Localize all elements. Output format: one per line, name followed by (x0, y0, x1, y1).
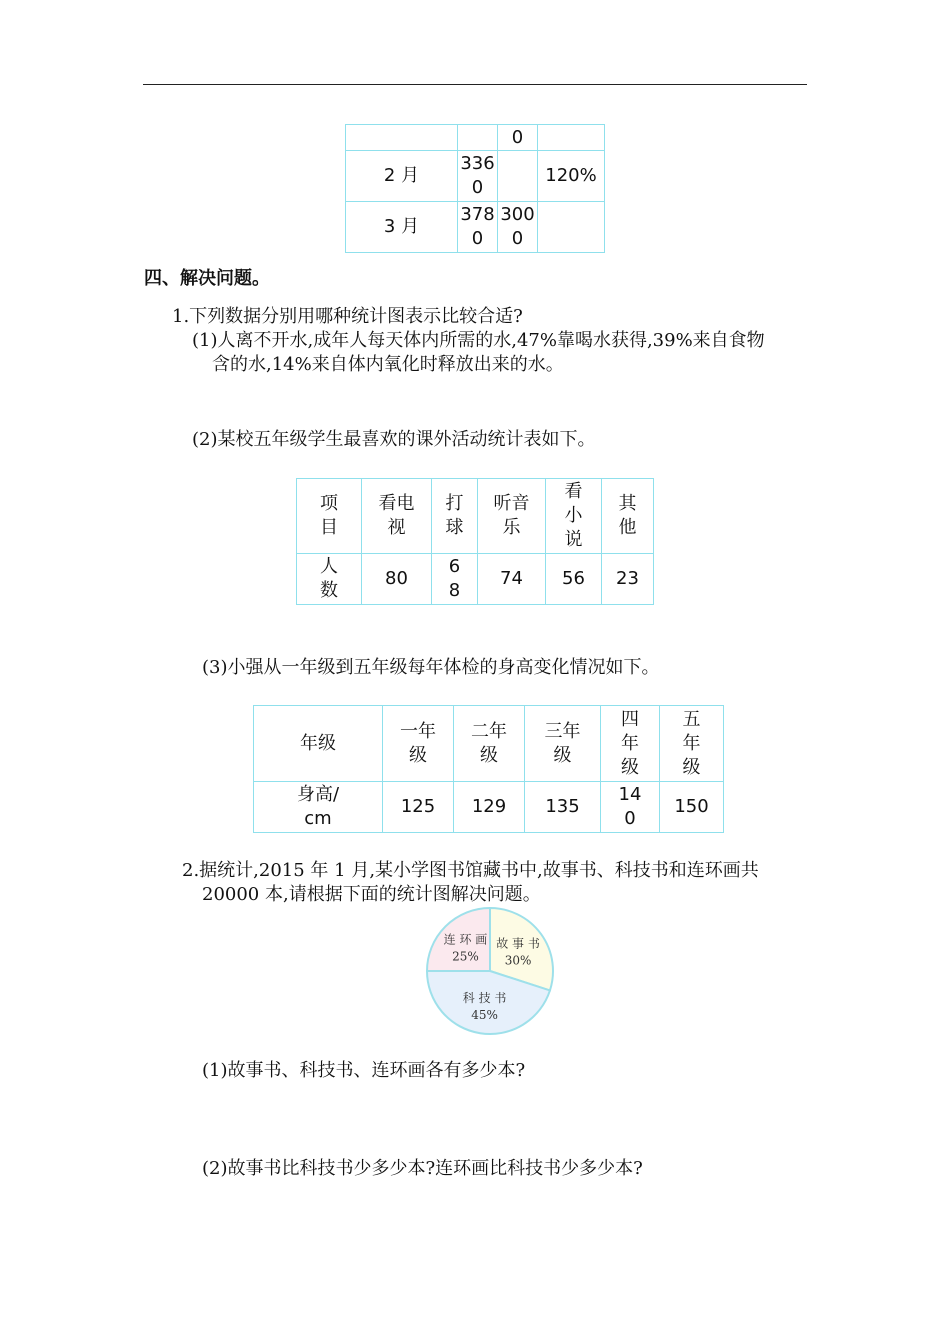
table1-cell (538, 202, 605, 253)
continuation-table (345, 124, 605, 253)
table3-row-label: 身高/ cm (254, 782, 383, 833)
table2-header: 其 他 (602, 479, 654, 554)
table1-cell: 378 0 (458, 202, 498, 253)
pie-label-0: 故 事 书 (496, 936, 540, 951)
table1-cell (498, 151, 538, 202)
q2-sub2: (2)故事书比科技书少多少本?连环画比科技书少多少本? (202, 1158, 643, 1179)
height-table (253, 705, 724, 833)
q1-title: 1.下列数据分别用哪种统计图表示比较合适? (172, 306, 523, 327)
table2-value: 56 (546, 554, 602, 605)
table2-header: 看电 视 (362, 479, 432, 554)
section-title: 四、解决问题。 (144, 268, 270, 289)
pie-label-1: 科 技 书 (462, 991, 507, 1006)
pie-percent-1: 45% (471, 1008, 498, 1023)
top-rule (143, 84, 807, 85)
table1-month: 2 月 (346, 151, 458, 202)
table1-cell: 300 0 (498, 202, 538, 253)
table3-value: 125 (383, 782, 454, 833)
table3-header: 一年 级 (383, 706, 454, 782)
table2-header: 看 小 说 (546, 479, 602, 554)
q1-p2: (2)某校五年级学生最喜欢的课外活动统计表如下。 (192, 429, 596, 450)
q2-sub1: (1)故事书、科技书、连环画各有多少本? (202, 1060, 526, 1081)
table2-value: 80 (362, 554, 432, 605)
table1-month: 3 月 (346, 202, 458, 253)
q1-p1-line2: 含的水,14%来自体内氧化时释放出来的水。 (212, 354, 564, 375)
table2-value: 23 (602, 554, 654, 605)
pie-percent-2: 25% (452, 949, 479, 964)
q1-p1-line1: (1)人离不开水,成年人每天体内所需的水,47%靠喝水获得,39%来自食物 (192, 330, 765, 351)
table3-header: 四 年 级 (601, 706, 660, 782)
table2-header: 项 目 (297, 479, 362, 554)
table2-header: 听音 乐 (478, 479, 546, 554)
table3-value: 14 0 (601, 782, 660, 833)
table3-header: 二年 级 (454, 706, 525, 782)
table3-value: 129 (454, 782, 525, 833)
table1-cell (458, 125, 498, 151)
q2-line2: 20000 本,请根据下面的统计图解决问题。 (202, 884, 541, 905)
table2-value: 6 8 (432, 554, 478, 605)
table3-value: 135 (525, 782, 601, 833)
table3-header: 三年 级 (525, 706, 601, 782)
table1-cell (538, 125, 605, 151)
table3-header: 年级 (254, 706, 383, 782)
table1-cell: 0 (498, 125, 538, 151)
pie-percent-0: 30% (504, 953, 532, 968)
table2-header: 打 球 (432, 479, 478, 554)
table1-cell: 120% (538, 151, 605, 202)
table1-cell: 336 0 (458, 151, 498, 202)
table1-cell (346, 125, 458, 151)
book-pie-chart (420, 903, 560, 1039)
table3-value: 150 (660, 782, 724, 833)
q1-p3: (3)小强从一年级到五年级每年体检的身高变化情况如下。 (202, 657, 660, 678)
activity-table (296, 478, 654, 605)
q2-line1: 2.据统计,2015 年 1 月,某小学图书馆藏书中,故事书、科技书和连环画共 (182, 860, 759, 881)
pie-label-2: 连 环 画 (443, 932, 488, 947)
table3-header: 五 年 级 (660, 706, 724, 782)
table2-row-label: 人 数 (297, 554, 362, 605)
table2-value: 74 (478, 554, 546, 605)
